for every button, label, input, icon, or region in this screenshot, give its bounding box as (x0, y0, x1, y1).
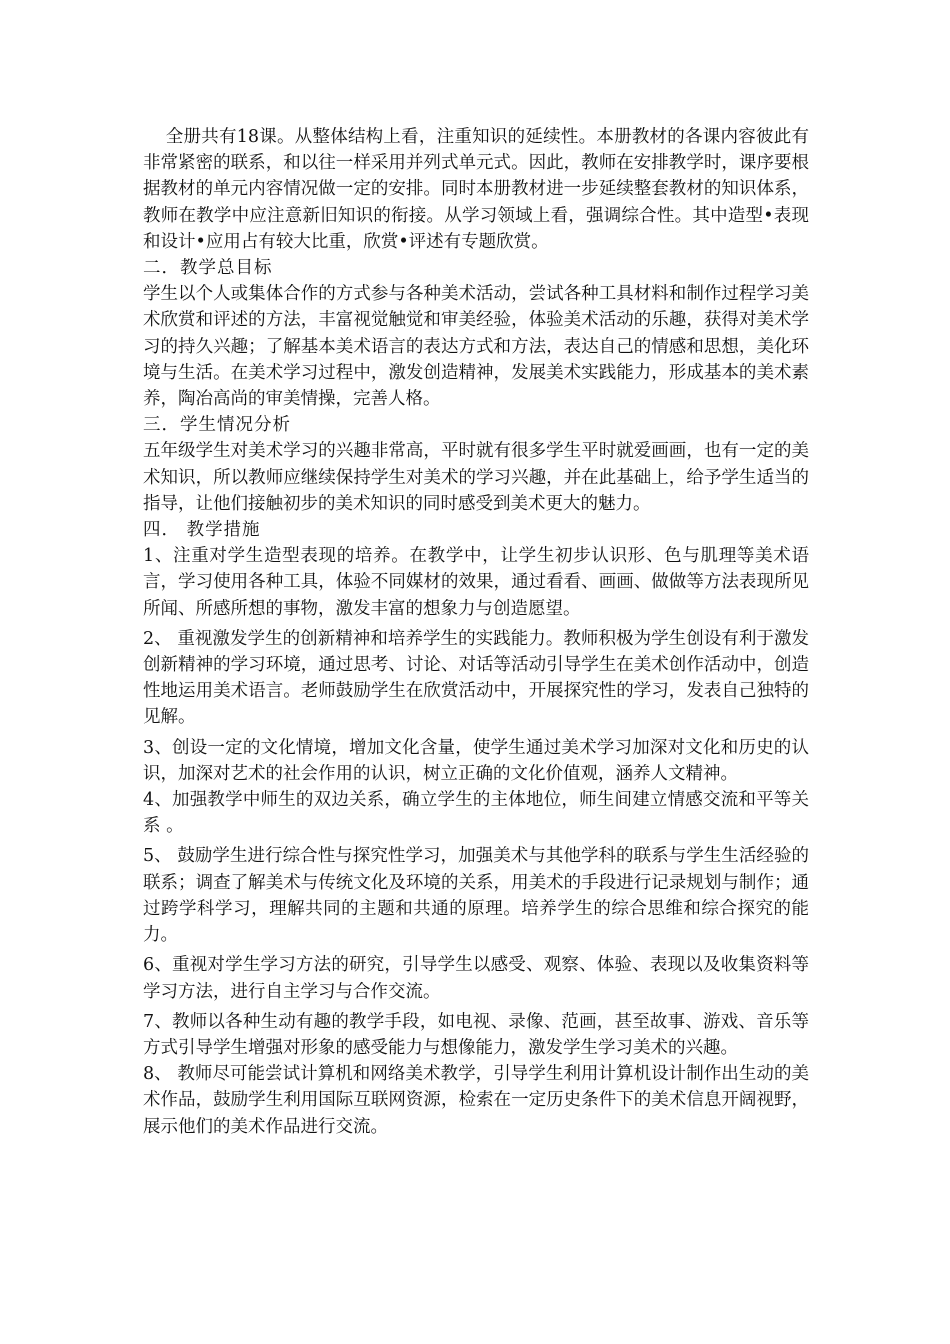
measure-item-7: 7、教师以各种生动有趣的教学手段，如电视、录像、范画，甚至故事、游戏、音乐等方式引导学生增强对形象的感受能力与想像能力，激发学生学习美术的兴趣。 (143, 1011, 809, 1058)
measure-item-6: 6、重视对学生学习方法的研究，引导学生以感受、观察、体验、表现以及收集资料等学习方法，进行自主学习与合作交流。 (143, 955, 809, 1002)
measure-item-8: 8、 教师尽可能尝试计算机和网络美术教学，引导学生利用计算机设计制作出生动的美术作品，鼓励学生利用国际互联网资源，检索在一定历史条件下的美术信息开阔视野，展示他们的美术作品进行交流。 (143, 1064, 809, 1137)
teaching-goals-paragraph: 学生以个人或集体合作的方式参与各种美术活动，尝试各种工具材料和制作过程学习美术欣赏和评述的方法，丰富视觉触觉和审美经验，体验美术活动的乐趣，获得对美术学习的持久兴趣；了解基本美术语言的表达方式和方法，表达自己的情感和思想，美化环境与生活。在美术学习过程中，激发创造精神，发展美术实践能力，形成基本的美术素养，陶冶高尚的审美情操，完善人格。 (143, 284, 809, 410)
section-heading-student-analysis: 三．学生情况分析 (143, 415, 291, 436)
section-heading-teaching-goals: 二．教学总目标 (143, 258, 273, 279)
measure-item-3: 3、创设一定的文化情境，增加文化含量，使学生通过美术学习加深对文化和历史的认识，加深对艺术的社会作用的认识，树立正确的文化价值观，涵养人文精神。 (143, 737, 809, 784)
intro-paragraph: 全册共有18课。从整体结构上看，注重知识的延续性。本册教材的各课内容彼此有非常紧密的联系，和以往一样采用并列式单元式。因此，教师在安排教学时，课序要根据教材的单元内容情况做一定的安排。同时本册教材进一步延续整套教材的知识体系，教师在教学中应注意新旧知识的衔接。从学习领域上看，强调综合性。其中造型•表现和设计•应用占有较大比重，欣赏•评述有专题欣赏。 (143, 127, 809, 252)
section-heading-teaching-measures: 四． 教学措施 (143, 520, 261, 541)
measure-item-5: 5、 鼓励学生进行综合性与探究性学习，加强美术与其他学科的联系与学生生活经验的联系；调查了解美术与传统文化及环境的关系，用美术的手段进行记录规划与制作；通过跨学科学习，理解共同的主题和共通的原理。培养学生的综合思维和综合探究的能力。 (143, 846, 809, 946)
student-analysis-paragraph: 五年级学生对美术学习的兴趣非常高，平时就有很多学生平时就爱画画，也有一定的美术知识，所以教师应继续保持学生对美术的学习兴趣，并在此基础上，给予学生适当的指导，让他们接触初步的美术知识的同时感受到美术更大的魅力。 (143, 441, 809, 514)
measure-item-4: 4、加强教学中师生的双边关系，确立学生的主体地位，师生间建立情感交流和平等关系 。 (143, 790, 809, 837)
measure-item-1: 1、注重对学生造型表现的培养。在教学中，让学生初步认识形、色与肌理等美术语言，学习使用各种工具，体验不同媒材的效果，通过看看、画画、做做等方法表现所见所闻、所感所想的事物，激发丰富的想象力与创造愿望。 (143, 546, 809, 619)
measure-item-2: 2、 重视激发学生的创新精神和培养学生的实践能力。教师积极为学生创设有利于激发创新精神的学习环境，通过思考、讨论、对话等活动引导学生在美术创作活动中，创造性地运用美术语言。老师鼓励学生在欣赏活动中，开展探究性的学习，发表自己独特的见解。 (143, 628, 809, 728)
document-page (143, 124, 809, 1140)
